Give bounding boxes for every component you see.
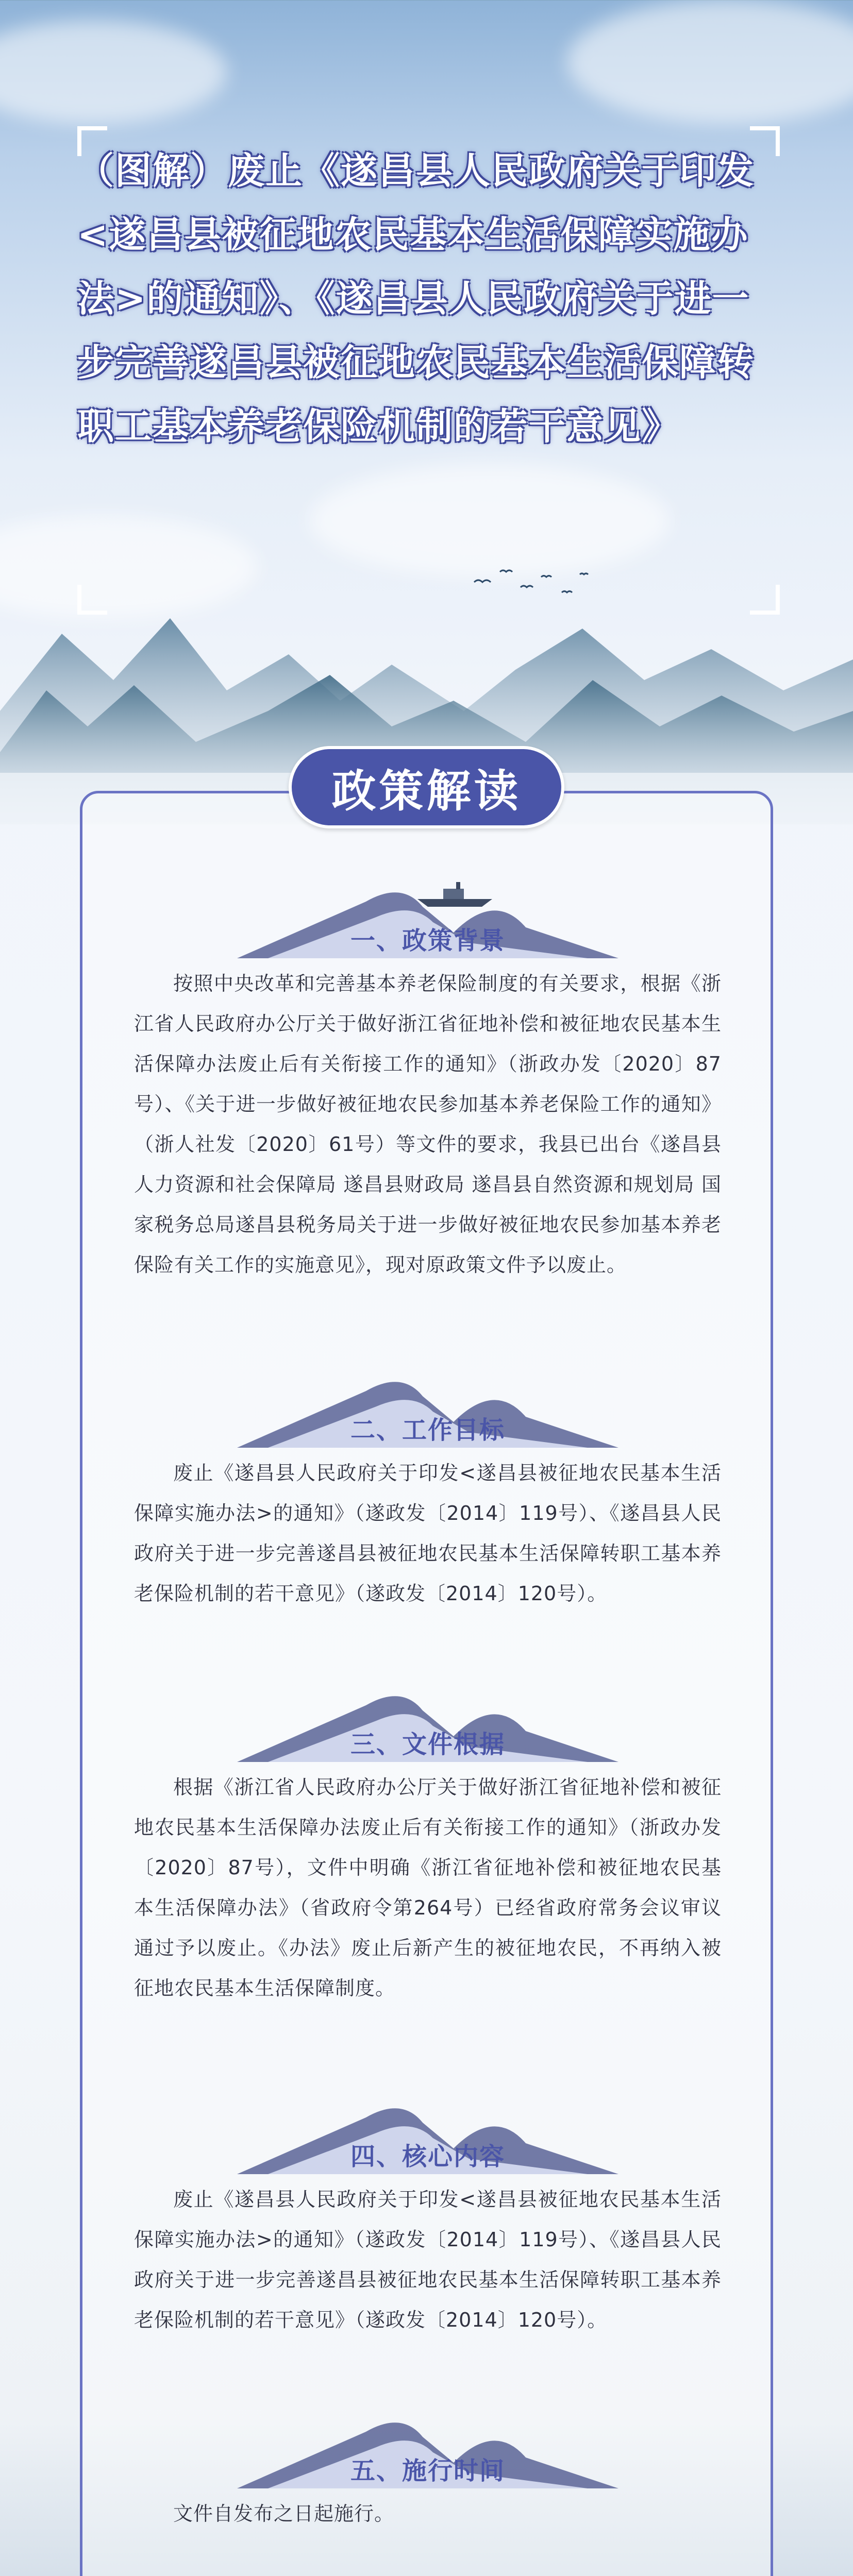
cloud-decoration <box>0 21 227 124</box>
section-header <box>134 871 722 963</box>
cloud-decoration <box>567 0 853 124</box>
section-goal <box>134 1360 722 1614</box>
section-body: 废止《遂昌县人民政府关于印发<遂昌县被征地农民基本生活保障实施办法>的通知》（遂政发〔2014〕119号）、《遂昌县人民政府关于进一步完善遂昌县被征地农民基本生活保障转职工基本养老保险机制的若干意见》（遂政发〔2014〕120号）。 <box>134 2188 722 2331</box>
section-title: 四、核心内容 <box>350 2142 505 2171</box>
section-background <box>134 871 722 1285</box>
section-header <box>134 1674 722 1767</box>
section-basis <box>134 1674 722 2008</box>
section-core-content <box>134 2087 722 2340</box>
section-body: 废止《遂昌县人民政府关于印发<遂昌县被征地农民基本生活保障实施办法>的通知》（遂政发〔2014〕119号）、《遂昌县人民政府关于进一步完善遂昌县被征地农民基本生活保障转职工基本养老保险机制的若干意见》（遂政发〔2014〕120号）。 <box>134 1462 722 1605</box>
policy-badge <box>289 746 564 828</box>
section-body: 文件自发布之日起施行。 <box>173 2502 395 2525</box>
section-header <box>134 2401 722 2494</box>
policy-badge-label: 政策解读 <box>331 766 522 817</box>
title-block <box>77 139 776 459</box>
section-header <box>134 2087 722 2179</box>
section-header <box>134 1360 722 1453</box>
section-body: 根据《浙江省人民政府办公厅关于做好浙江省征地补偿和被征地农民基本生活保障办法废止后有关衔接工作的通知》（浙政办发〔2020〕87号），文件中明确《浙江省征地补偿和被征地农民基本生活保障办法》（省政府令第264号）已经省政府常务会议审议通过予以废止。《办法》废止后新产生的被征地农民，不再纳入被征地农民基本生活保障制度。 <box>134 1776 722 1999</box>
section-title: 三、文件根据 <box>350 1730 505 1759</box>
section-title: 二、工作目标 <box>350 1416 505 1445</box>
section-title: 一、政策背景 <box>350 926 505 955</box>
page-title: （图解）废止《遂昌县人民政府关于印发<遂昌县被征地农民基本生活保障实施办法>的通知》、《遂昌县人民政府关于进一步完善遂昌县被征地农民基本生活保障转职工基本养老保险机制的若干意见》 <box>77 149 755 448</box>
section-effective-date <box>134 2401 722 2534</box>
section-title: 五、施行时间 <box>350 2456 505 2485</box>
section-body: 按照中央改革和完善基本养老保险制度的有关要求，根据《浙江省人民政府办公厅关于做好浙江省征地补偿和被征地农民基本生活保障办法废止后有关衔接工作的通知》（浙政办发〔2020〕87号）、《关于进一步做好被征地农民参加基本养老保险工作的通知》（浙人社发〔2020〕61号）等文件的要求，我县已出台《遂昌县人力资源和社会保障局 遂昌县财政局 遂昌县自然资源和规划局 国家税务总局遂昌县税务局关于进一步做好被征地农民参加基本养老保险有关工作的实施意见》，现对原政策文件予以废止。 <box>134 972 722 1276</box>
